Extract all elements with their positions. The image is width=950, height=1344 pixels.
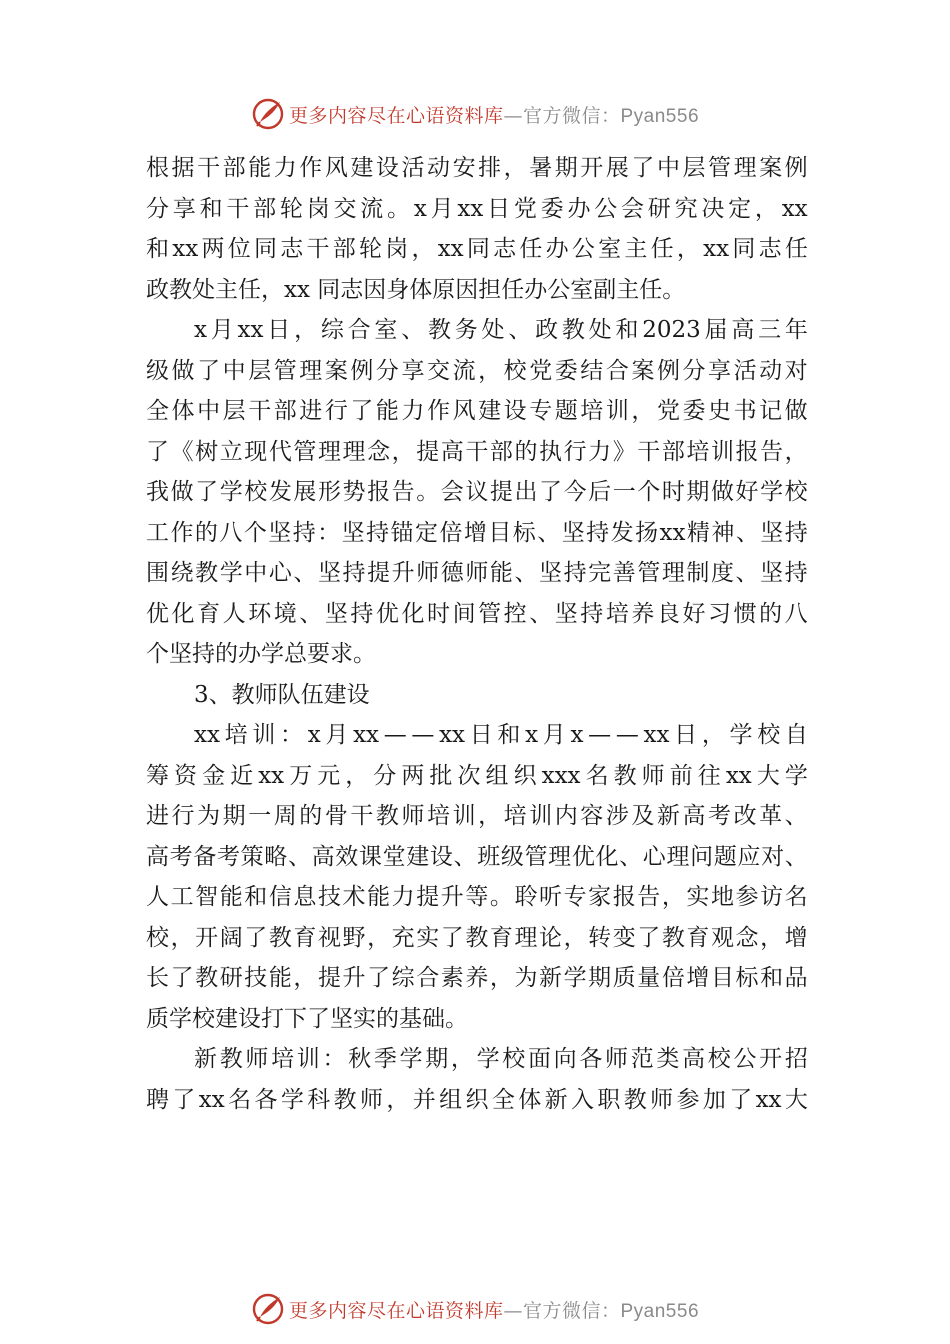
text-line: 筹 资 金 近 xx 万 元 ， 分 两 批 次 组 织 xxx 名 教 师 前 往 xx 大 学 xyxy=(146,762,808,789)
text-line: 进 行 为 期 一 周 的 骨 干 教 师 培 训 ， 培 训 内 容 涉 及 新 高 考 改 革 、 xyxy=(146,803,808,829)
quill-logo-icon xyxy=(251,97,285,131)
watermark-dash: — xyxy=(503,104,523,127)
text-line: 聘 了 xx 名 各 学 科 教 师 ， 并 组 织 全 体 新 入 职 教 师 参 加 了 xx 大 xyxy=(146,1086,808,1113)
text-line: 优 化 育 人 环 境 、 坚 持 优 化 时 间 管 控 、 坚 持 培 养 良 好 习 惯 的 八 xyxy=(146,600,808,627)
quill-logo-icon xyxy=(251,1292,285,1326)
watermark-label: 官方微信： xyxy=(522,104,621,127)
text-line: 政教处主任，xx 同志因身体原因担任办公室副主任。 xyxy=(146,276,686,303)
text-line: 了 《 树 立 现 代 管 理 理 念 ， 提 高 干 部 的 执 行 力 》 干 部 培 训 报 告 ， xyxy=(146,438,808,465)
header-watermark xyxy=(0,94,950,134)
text-line: 分 享 和 干 部 轮 岗 交 流 。 x 月 xx 日 党 委 办 公 会 研 究 决 定 ， xx xyxy=(146,195,808,222)
text-line: 质学校建设打下了坚实的基础。 xyxy=(146,1005,468,1032)
text-line: 级 做 了 中 层 管 理 案 例 分 享 交 流 ， 校 党 委 结 合 案 例 分 享 活 动 对 xyxy=(146,357,808,384)
text-line: 新 教 师 培 训 ： 秋 季 学 期 ， 学 校 面 向 各 师 范 类 高 校 公 开 招 xyxy=(194,1046,808,1072)
text-line: 校 ， 开 阔 了 教 育 视 野 ， 充 实 了 教 育 理 论 ， 转 变 了 教 育 观 念 ， 增 xyxy=(146,924,808,951)
watermark-brand: 更多内容尽在心语资料库 xyxy=(288,1299,504,1322)
text-line: 根 据 干 部 能 力 作 风 建 设 活 动 安 排 ， 暑 期 开 展 了 中 层 管 理 案 例 xyxy=(146,155,808,181)
text-line: 长 了 教 研 技 能 ， 提 升 了 综 合 素 养 ， 为 新 学 期 质 量 倍 增 目 标 和 品 xyxy=(146,965,808,991)
text-line: xx 培 训 ： x 月 xx — — xx 日 和 x 月 x — — xx 日 ， 学 校 自 xyxy=(194,722,808,748)
watermark-brand: 更多内容尽在心语资料库 xyxy=(288,104,504,127)
footer-watermark xyxy=(0,1289,950,1329)
text-line: 3、教师队伍建设 xyxy=(194,681,370,708)
watermark-id: Pyan556 xyxy=(620,105,700,127)
text-line: 人 工 智 能 和 信 息 技 术 能 力 提 升 等 。 聆 听 专 家 报 告 ， 实 地 参 访 名 xyxy=(146,884,808,910)
text-line: 工 作 的 八 个 坚 持 ： 坚 持 锚 定 倍 增 目 标 、 坚 持 发 扬 xx 精 神 、 坚 持 xyxy=(146,519,808,546)
text-line: 和 xx 两 位 同 志 干 部 轮 岗 ， xx 同 志 任 办 公 室 主 任 ， xx 同 志 任 xyxy=(146,236,808,262)
watermark-label: 官方微信： xyxy=(522,1299,621,1322)
document-body xyxy=(146,148,808,1120)
text-line: x 月 xx 日 ， 综 合 室 、 教 务 处 、 政 教 处 和 2023 届 高 三 年 xyxy=(194,317,808,343)
text-line: 高 考 备 考 策 略 、 高 效 课 堂 建 设 、 班 级 管 理 优 化 、 心 理 问 题 应 对 、 xyxy=(146,843,808,870)
text-line: 围 绕 教 学 中 心 、 坚 持 提 升 师 德 师 能 、 坚 持 完 善 管 理 制 度 、 坚 持 xyxy=(146,560,808,586)
text-line: 全 体 中 层 干 部 进 行 了 能 力 作 风 建 设 专 题 培 训 ， 党 委 史 书 记 做 xyxy=(146,398,808,424)
watermark-dash: — xyxy=(503,1299,523,1322)
text-line: 我 做 了 学 校 发 展 形 势 报 告 。 会 议 提 出 了 今 后 一 个 时 期 做 好 学 校 xyxy=(146,479,808,505)
text-line: 个坚持的办学总要求。 xyxy=(146,641,376,667)
watermark-id: Pyan556 xyxy=(620,1300,700,1322)
